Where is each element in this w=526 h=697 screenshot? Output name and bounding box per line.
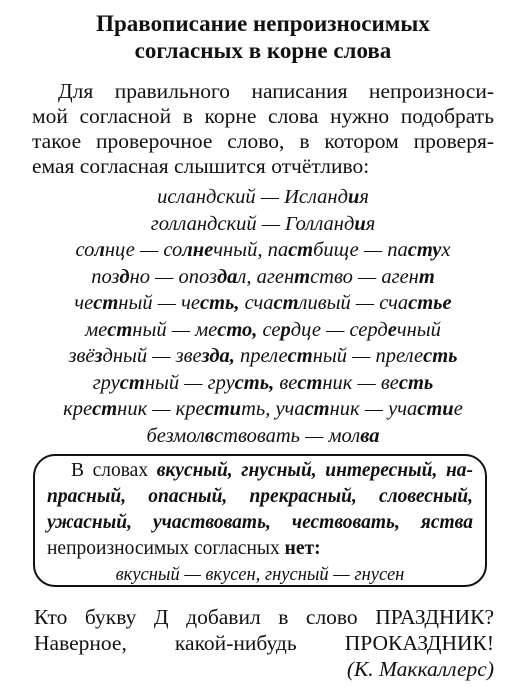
example-text: преле xyxy=(240,345,288,367)
example-text: голландский — Голланд xyxy=(150,212,355,235)
example-text: ный — ме xyxy=(132,318,218,341)
example-text: со xyxy=(75,239,95,261)
highlighted-letters: ст xyxy=(107,318,133,341)
example-text: се xyxy=(262,318,281,341)
exceptions-words-1: вкусный, гнусный, интересный, на- xyxy=(156,460,474,481)
example-text: исландский — Исланд xyxy=(157,186,348,208)
poem-line-1: Кто букву Д добавил в слово ПРАЗДНИК? xyxy=(34,605,494,629)
example-text: безмол xyxy=(146,424,205,447)
example-row xyxy=(0,317,526,344)
example-row xyxy=(0,396,526,423)
example-row xyxy=(0,290,526,317)
example-text: ве xyxy=(279,371,298,394)
example-text: ме xyxy=(85,318,108,341)
example-text: ный — преле xyxy=(312,345,424,367)
example-text: дный — зве xyxy=(102,345,202,367)
example-text: х xyxy=(441,239,451,261)
exceptions-example: вкусный — вкусен, гнусный — гнусен xyxy=(115,565,405,585)
example-text: гру xyxy=(92,371,120,394)
example-text: че xyxy=(74,292,94,314)
example-row xyxy=(0,423,526,450)
poem-line-2: Наверное, какой-нибудь ПРОКАЗДНИК! xyxy=(34,631,494,655)
example-text: ник — ве xyxy=(322,371,399,394)
example-text: поз xyxy=(91,265,120,288)
highlighted-letters: ст xyxy=(288,239,314,261)
example-text: л, аген xyxy=(237,265,295,288)
highlighted-letters: сти xyxy=(204,398,242,420)
example-text: ный — че xyxy=(118,292,200,314)
highlighted-letters: и xyxy=(347,186,360,208)
example-text: ник — уча xyxy=(329,398,418,420)
highlighted-letters: зда, xyxy=(201,345,235,367)
highlighted-letters: р xyxy=(280,318,291,341)
highlighted-letters: ст xyxy=(304,398,330,420)
exceptions-line-2: прасный, опасный, прекрасный, словесный, xyxy=(47,486,473,507)
rule-line-3: такое проверочное слово, в котором проверя- xyxy=(32,129,494,153)
highlighted-letters: да xyxy=(216,265,238,288)
highlighted-letters: т xyxy=(418,265,435,288)
highlighted-letters: ст xyxy=(119,371,145,394)
highlighted-letters: сти xyxy=(417,398,454,420)
exceptions-line-4 xyxy=(47,536,473,562)
examples-list xyxy=(0,184,526,449)
highlighted-letters: сту xyxy=(407,239,442,261)
rule-paragraph xyxy=(32,79,494,179)
title-line-1: Правописание непроизносимых xyxy=(96,11,430,36)
page-title xyxy=(0,10,526,64)
example-text: звё xyxy=(68,345,95,367)
example-text: нце — со xyxy=(104,239,183,261)
highlighted-letters: ст xyxy=(273,292,299,314)
highlighted-letters: е xyxy=(387,318,397,341)
highlighted-letters: сть xyxy=(423,345,458,367)
example-text: ство — аген xyxy=(310,265,419,288)
example-text: ный — гру xyxy=(144,371,235,394)
highlighted-letters: сть xyxy=(398,371,434,394)
example-text: чный xyxy=(396,318,441,341)
highlighted-letters: ст xyxy=(92,398,118,420)
highlighted-letters: ст xyxy=(297,371,323,394)
example-text: я xyxy=(359,186,369,208)
rule-line-4: емая согласная слышится отчётливо: xyxy=(32,154,370,178)
highlighted-letters: д xyxy=(119,265,130,288)
highlighted-letters: сть, xyxy=(199,292,240,314)
title-line-2: согласных в корне слова xyxy=(134,38,392,63)
example-text: кре xyxy=(63,398,93,420)
exceptions-text: непроизносимых согласных xyxy=(47,538,280,559)
highlighted-letters: ва xyxy=(360,424,380,447)
example-text: чный, па xyxy=(213,239,289,261)
example-text: я xyxy=(365,212,376,235)
example-text: но — опоз xyxy=(129,265,217,288)
rule-line-1: Для правильного написания непроизноси- xyxy=(58,79,494,103)
example-text: дце — серд xyxy=(290,318,388,341)
rule-line-2: мой согласной в корне слова нужно подобрать xyxy=(32,104,494,128)
highlighted-letters: з xyxy=(94,345,103,367)
highlighted-letters: сто, xyxy=(217,318,258,341)
example-text: ник — кре xyxy=(117,398,205,420)
example-row xyxy=(0,343,526,370)
highlighted-letters: стье xyxy=(408,292,452,314)
example-row xyxy=(0,264,526,291)
exceptions-line-3: ужасный, участвовать, чествовать, яства xyxy=(47,512,473,533)
highlighted-letters: л xyxy=(94,239,105,261)
example-row xyxy=(0,184,526,211)
example-text: сча xyxy=(244,292,274,314)
example-row xyxy=(0,211,526,238)
exceptions-prefix: В словах xyxy=(71,460,149,481)
exceptions-line-1 xyxy=(47,458,473,484)
highlighted-letters: лне xyxy=(182,239,214,261)
highlighted-letters: т xyxy=(294,265,311,288)
example-text: ствовать — мол xyxy=(214,424,361,447)
highlighted-letters: и xyxy=(354,212,366,235)
example-text: ливый — сча xyxy=(298,292,409,314)
exceptions-net: нет: xyxy=(284,538,321,559)
highlighted-letters: ст xyxy=(287,345,313,367)
example-row xyxy=(0,370,526,397)
poem xyxy=(34,604,494,682)
example-text: ть, уча xyxy=(241,398,305,420)
highlighted-letters: ст xyxy=(93,292,119,314)
example-text: бище — па xyxy=(313,239,408,261)
exceptions-box xyxy=(47,458,473,588)
example-row xyxy=(0,237,526,264)
highlighted-letters: в xyxy=(204,424,215,447)
poem-author: (К. Маккаллерс) xyxy=(346,657,494,681)
example-text: е xyxy=(453,398,463,420)
highlighted-letters: сть, xyxy=(234,371,275,394)
